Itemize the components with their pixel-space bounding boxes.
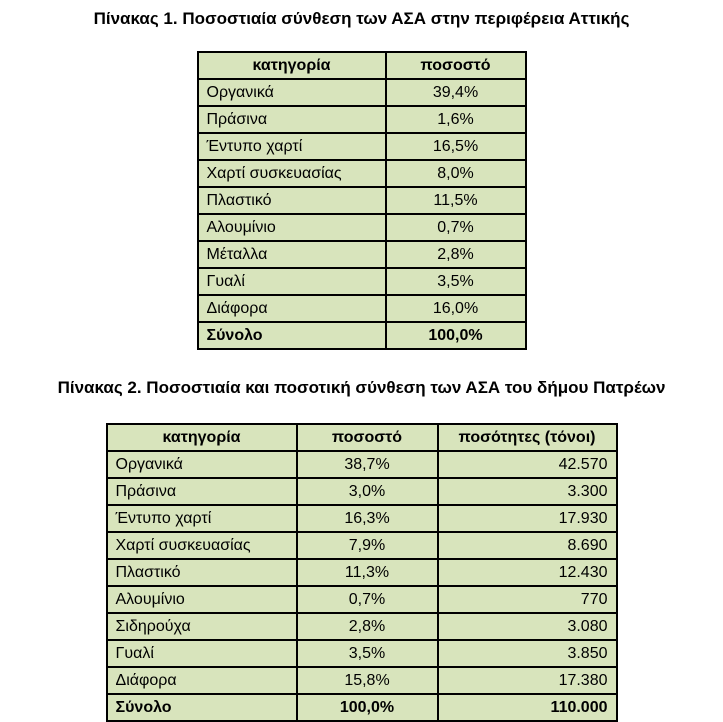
- table1-column-header: ποσοστό: [386, 52, 526, 79]
- table1-column-header: κατηγορία: [198, 52, 386, 79]
- table2-row: [107, 532, 617, 559]
- table1-row: [198, 160, 526, 187]
- table2-cell: Αλουμίνιο: [107, 586, 297, 613]
- table2-cell: 42.570: [438, 451, 617, 478]
- table2-row: [107, 559, 617, 586]
- table1-row: [198, 295, 526, 322]
- table1-cell: 11,5%: [386, 187, 526, 214]
- table1-row: [198, 214, 526, 241]
- table2-cell: 3,5%: [297, 640, 438, 667]
- table2-cell: 3,0%: [297, 478, 438, 505]
- table2-column-header: ποσοστό: [297, 424, 438, 451]
- table2-column-header: ποσότητες (τόνοι): [438, 424, 617, 451]
- table2-cell: 7,9%: [297, 532, 438, 559]
- table2-cell: 3.080: [438, 613, 617, 640]
- table2-cell: 38,7%: [297, 451, 438, 478]
- table2-row: [107, 451, 617, 478]
- table2-cell: Πλαστικό: [107, 559, 297, 586]
- table2-cell: 17.380: [438, 667, 617, 694]
- table2-cell: Πράσινα: [107, 478, 297, 505]
- table1-cell: Οργανικά: [198, 79, 386, 106]
- table1-cell: Χαρτί συσκευασίας: [198, 160, 386, 187]
- table2-cell: 12.430: [438, 559, 617, 586]
- table2-cell: 3.850: [438, 640, 617, 667]
- table1-total-cell: 100,0%: [386, 322, 526, 349]
- table1-row: [198, 241, 526, 268]
- table1-cell: 39,4%: [386, 79, 526, 106]
- table2-total-cell: Σύνολο: [107, 694, 297, 721]
- table2-cell: Οργανικά: [107, 451, 297, 478]
- table1-cell: Διάφορα: [198, 295, 386, 322]
- table1-cell: Έντυπο χαρτί: [198, 133, 386, 160]
- table1-cell: Πλαστικό: [198, 187, 386, 214]
- table1-row: [198, 187, 526, 214]
- table1-total-row: [198, 322, 526, 349]
- table1-row: [198, 79, 526, 106]
- table2-total-cell: 110.000: [438, 694, 617, 721]
- table2-cell: 15,8%: [297, 667, 438, 694]
- table2-cell: 3.300: [438, 478, 617, 505]
- table1-cell: 16,0%: [386, 295, 526, 322]
- table2-title: Πίνακας 2. Ποσοστιαία και ποσοτική σύνθεση των ΑΣΑ του δήμου Πατρέων: [57, 378, 666, 397]
- table2-cell: 17.930: [438, 505, 617, 532]
- table2-total-cell: 100,0%: [297, 694, 438, 721]
- table2-row: [107, 478, 617, 505]
- table2-row: [107, 586, 617, 613]
- table1-cell: 16,5%: [386, 133, 526, 160]
- table2-cell: Διάφορα: [107, 667, 297, 694]
- table2-cell: Έντυπο χαρτί: [107, 505, 297, 532]
- table2-cell: 11,3%: [297, 559, 438, 586]
- table1-header-row: [198, 52, 526, 79]
- table2-msw-composition-patras: [106, 423, 618, 722]
- table2-cell: 770: [438, 586, 617, 613]
- table2-cell: Γυαλί: [107, 640, 297, 667]
- table2-cell: 16,3%: [297, 505, 438, 532]
- table2-total-row: [107, 694, 617, 721]
- table2-cell: Σιδηρούχα: [107, 613, 297, 640]
- table1-cell: 0,7%: [386, 214, 526, 241]
- table2-header-row: [107, 424, 617, 451]
- table1-row: [198, 106, 526, 133]
- table2-row: [107, 505, 617, 532]
- table1-cell: 2,8%: [386, 241, 526, 268]
- table2-cell: 8.690: [438, 532, 617, 559]
- table1-cell: Πράσινα: [198, 106, 386, 133]
- table1-title: Πίνακας 1. Ποσοστιαία σύνθεση των ΑΣΑ στην περιφέρεια Αττικής: [93, 9, 630, 28]
- table2-row: [107, 667, 617, 694]
- table1-total-cell: Σύνολο: [198, 322, 386, 349]
- table2-cell: Χαρτί συσκευασίας: [107, 532, 297, 559]
- table1-row: [198, 268, 526, 295]
- table2-row: [107, 613, 617, 640]
- table2-cell: 2,8%: [297, 613, 438, 640]
- table1-msw-composition-attica: [197, 51, 527, 350]
- table1-cell: Μέταλλα: [198, 241, 386, 268]
- table1-cell: 1,6%: [386, 106, 526, 133]
- table1-cell: Γυαλί: [198, 268, 386, 295]
- table1-cell: 8,0%: [386, 160, 526, 187]
- table2-row: [107, 640, 617, 667]
- table2-column-header: κατηγορία: [107, 424, 297, 451]
- table1-row: [198, 133, 526, 160]
- table1-cell: 3,5%: [386, 268, 526, 295]
- table1-cell: Αλουμίνιο: [198, 214, 386, 241]
- table2-cell: 0,7%: [297, 586, 438, 613]
